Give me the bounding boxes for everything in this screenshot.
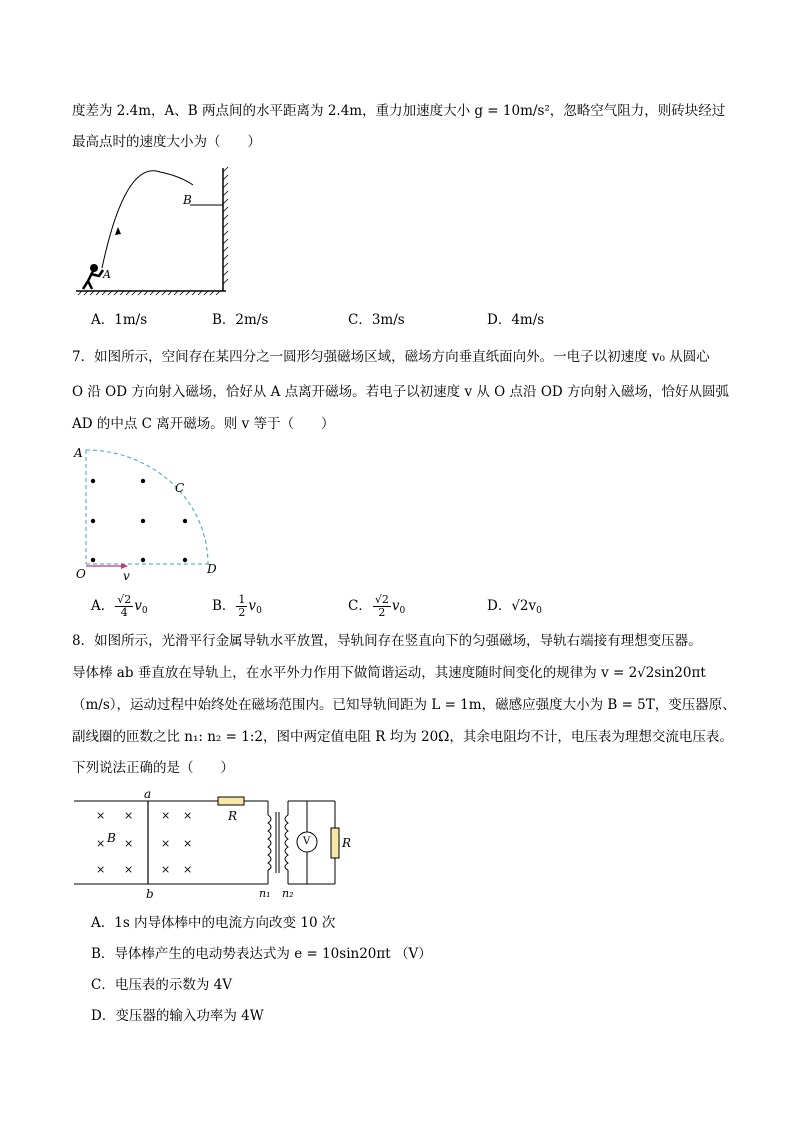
q8-option-c[interactable]: C．电压表的示数为 4V	[91, 977, 232, 993]
q7-label-c: C	[175, 481, 185, 495]
field-cross: ×	[124, 837, 134, 850]
field-cross: ×	[124, 809, 134, 822]
field-cross: ×	[96, 863, 106, 876]
field-cross: ×	[96, 809, 106, 822]
q6-option-b[interactable]: B．2m/s	[212, 312, 269, 328]
field-cross: ×	[124, 863, 134, 876]
q8-option-a[interactable]: A．1s 内导体棒中的电流方向改变 10 次	[91, 915, 336, 931]
q7-option-b[interactable]: B． $\frac{1}{2}$ $v_0$	[212, 593, 262, 619]
q6-label-a: A	[103, 268, 111, 281]
q7-text-line-3: AD 的中点 C 离开磁场。则 v 等于（ ）	[72, 416, 335, 432]
q6-option-a[interactable]: A．1m/s	[91, 312, 148, 328]
q6-text-line-1: 度差为 2.4m，A、B 两点间的水平距离为 2.4m，重力加速度大小 g = 10m/s²，忽略空气阻力，则砖块经过	[72, 103, 726, 119]
q8-text-line-3: （m/s），运动过程中始终处在磁场范围内。已知导轨间距为 L = 1m，磁感应强度大小为 B = 5T，变压器原、	[72, 697, 736, 713]
q7-label-a: A	[74, 446, 83, 460]
q6-text-line-2: 最高点时的速度大小为（ ）	[72, 134, 261, 150]
q7-label-o: O	[76, 567, 86, 581]
q8-label-r2: R	[342, 836, 352, 850]
q7-option-d[interactable]: D．$√2v_0$	[487, 598, 542, 616]
resistor-r1	[218, 797, 244, 805]
q8-label-r1: R	[228, 809, 238, 823]
field-cross: ×	[183, 837, 193, 850]
resistor-r2	[331, 828, 339, 858]
q7-label-v: v	[123, 569, 130, 583]
q8-voltmeter-label: V	[303, 836, 311, 847]
field-cross: ×	[183, 809, 193, 822]
field-cross: ×	[161, 863, 171, 876]
q7-text-line-2: O 沿 OD 方向射入磁场，恰好从 A 点离开磁场。若电子以初速度 v 从 O 点沿 OD 方向射入磁场，恰好从圆弧	[72, 384, 729, 400]
q7-option-a[interactable]: A． $\frac{√2}{4}$ $v_0$	[91, 593, 148, 619]
q8-option-b[interactable]: B．导体棒产生的电动势表达式为 e = 10sin20πt （V）	[91, 946, 432, 962]
primary-coil	[268, 815, 271, 870]
field-cross: ×	[183, 863, 193, 876]
q8-text-line-2: 导体棒 ab 垂直放在导轨上，在水平外力作用下做简谐运动，其速度随时间变化的规律为 v = 2√2sin20πt	[72, 665, 706, 681]
q8-label-n1: n₁	[259, 887, 271, 900]
q8-text-line-1: 8．如图所示，光滑平行金属导轨水平放置，导轨间存在竖直向下的匀强磁场，导轨右端接有理想变压器。	[72, 633, 702, 649]
q8-option-d[interactable]: D．变压器的输入功率为 4W	[91, 1008, 264, 1024]
field-cross: ×	[161, 809, 171, 822]
secondary-coil	[285, 815, 288, 870]
field-cross: ×	[96, 837, 106, 850]
q6-option-c[interactable]: C．3m/s	[348, 312, 405, 328]
q8-label-a: a	[144, 787, 152, 801]
q6-label-b: B	[183, 193, 192, 207]
q7-text-line-1: 7．如图所示，空间存在某四分之一圆形匀强磁场区域，磁场方向垂直纸面向外。一电子以初速度 v₀ 从圆心	[72, 349, 710, 365]
q8-text-line-5: 下列说法正确的是（ ）	[72, 760, 234, 776]
q6-option-d[interactable]: D．4m/s	[487, 312, 545, 328]
q8-label-field: B	[107, 831, 116, 845]
q7-option-c[interactable]: C． $\frac{√2}{2}$ $v_0$	[348, 593, 406, 619]
q8-text-line-4: 副线圈的匝数之比 n₁: n₂ = 1:2，图中两定值电阻 R 均为 20Ω，其余电阻均不计，电压表为理想交流电压表。	[72, 729, 733, 745]
q7-label-d: D	[207, 562, 217, 576]
field-cross: ×	[161, 837, 171, 850]
q8-label-b: b	[146, 887, 154, 901]
q8-label-n2: n₂	[282, 887, 294, 900]
